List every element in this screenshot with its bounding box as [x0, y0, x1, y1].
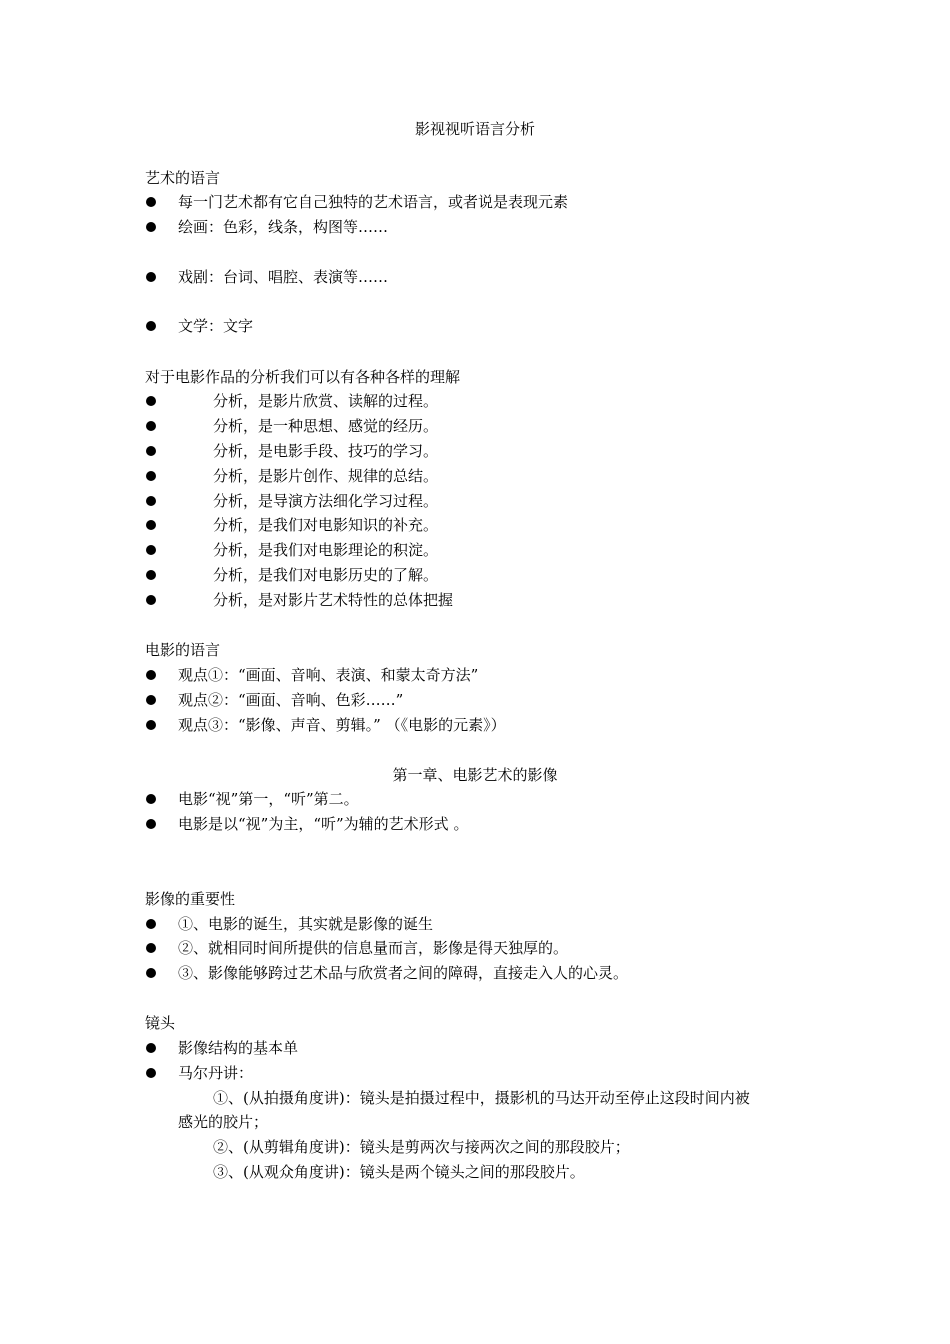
bullet-icon [145, 590, 157, 610]
list-item: 文学：文字 [178, 317, 254, 335]
bullet-icon [145, 690, 157, 710]
section-heading-shot: 镜头 [145, 1014, 176, 1032]
list-item: 影像结构的基本单 [178, 1039, 299, 1057]
list-item: 分析，是电影手段、技巧的学习。 [213, 442, 439, 460]
list-item: 分析，是一种思想、感觉的经历。 [213, 417, 439, 435]
list-item: 观点③：“影像、声音、剪辑。” （《电影的元素》） [178, 716, 506, 734]
list-item: 观点②：“画面、音响、色彩……” [178, 691, 404, 709]
bullet-icon [145, 565, 157, 585]
bullet-icon [145, 192, 157, 212]
list-item: 马尔丹讲： [178, 1064, 254, 1082]
bullet-icon [145, 267, 157, 287]
bullet-icon [145, 391, 157, 411]
bullet-icon [145, 914, 157, 934]
bullet-icon [145, 217, 157, 237]
list-item: 分析，是我们对电影历史的了解。 [213, 566, 439, 584]
list-item: 分析，是对影片艺术特性的总体把握 [213, 591, 454, 609]
bullet-icon [145, 665, 157, 685]
bullet-icon [145, 715, 157, 735]
bullet-icon [145, 963, 157, 983]
bullet-icon [145, 540, 157, 560]
shot-definition-editing: ②、(从剪辑角度讲)：镜头是剪两次与接两次之间的那段胶片； [213, 1138, 630, 1156]
list-item: ①、电影的诞生，其实就是影像的诞生 [178, 915, 434, 933]
shot-definition-filming: ①、(从拍摄角度讲)：镜头是拍摄过程中，摄影机的马达开动至停止这段时间内被 [213, 1089, 750, 1107]
list-item: 分析，是影片欣赏、读解的过程。 [213, 392, 439, 410]
bullet-icon [145, 814, 157, 834]
shot-definition-audience: ③、(从观众角度讲)：镜头是两个镜头之间的那段胶片。 [213, 1163, 585, 1181]
bullet-icon [145, 416, 157, 436]
section-heading-film-analysis: 对于电影作品的分析我们可以有各种各样的理解 [145, 368, 461, 386]
list-item: 分析，是我们对电影理论的积淀。 [213, 541, 439, 559]
bullet-icon [145, 491, 157, 511]
bullet-icon [145, 1063, 157, 1083]
page-title: 影视视听语言分析 [414, 120, 535, 138]
list-item: 戏剧：台词、唱腔、表演等…… [178, 268, 389, 286]
list-item: 观点①：“画面、音响、表演、和蒙太奇方法” [178, 666, 479, 684]
bullet-icon [145, 789, 157, 809]
list-item: 绘画：色彩，线条，构图等…… [178, 218, 389, 236]
list-item: ③、影像能够跨过艺术品与欣赏者之间的障碍，直接走入人的心灵。 [178, 964, 629, 982]
list-item: 分析，是我们对电影知识的补充。 [213, 516, 439, 534]
list-item: 电影是以“视”为主，“听”为辅的艺术形式 。 [178, 815, 469, 833]
bullet-icon [145, 938, 157, 958]
list-item: 分析，是影片创作、规律的总结。 [213, 467, 439, 485]
bullet-icon [145, 441, 157, 461]
list-item: 每一门艺术都有它自己独特的艺术语言，或者说是表现元素 [178, 193, 569, 211]
bullet-icon [145, 466, 157, 486]
bullet-icon [145, 515, 157, 535]
list-item: 电影“视”第一，“听”第二。 [178, 790, 359, 808]
list-item: ②、就相同时间所提供的信息量而言，影像是得天独厚的。 [178, 939, 569, 957]
list-item: 分析，是导演方法细化学习过程。 [213, 492, 439, 510]
section-heading-art-language: 艺术的语言 [145, 169, 221, 187]
section-heading-image-importance: 影像的重要性 [145, 890, 236, 908]
chapter-title: 第一章、电影艺术的影像 [392, 766, 558, 784]
bullet-icon [145, 1038, 157, 1058]
shot-definition-filming-continued: 感光的胶片； [178, 1113, 269, 1131]
bullet-icon [145, 316, 157, 336]
section-heading-film-language: 电影的语言 [145, 641, 221, 659]
